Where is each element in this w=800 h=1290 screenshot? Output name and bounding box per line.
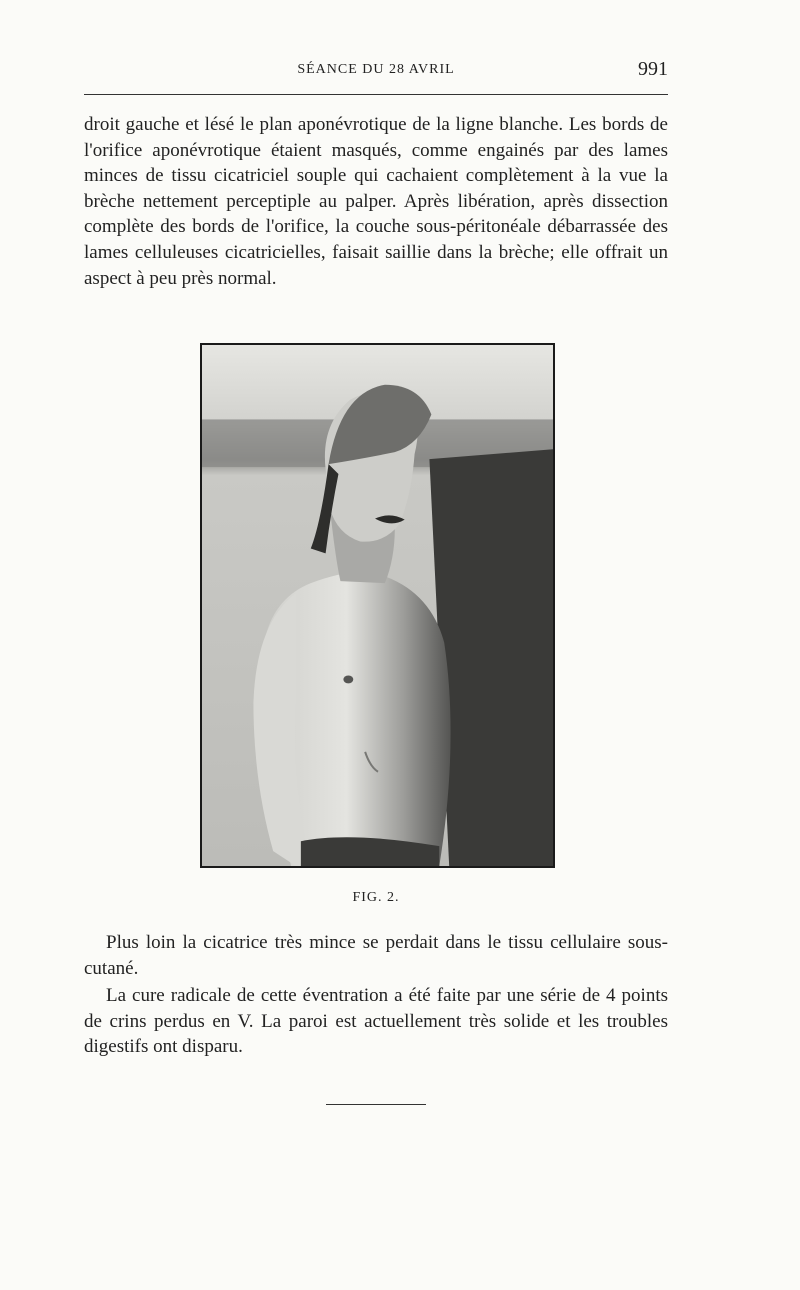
page-header <box>84 56 668 86</box>
header-rule <box>84 94 668 95</box>
photograph-illustration <box>202 345 553 866</box>
page-number: 991 <box>638 58 668 80</box>
paragraph-3: La cure radicale de cette éventration a été faite par une série de 4 points de crins perdus en V. La paroi est actuellement très solide et les troubles digestifs ont disparu. <box>84 985 668 1058</box>
paragraph-1: droit gauche et lésé le plan aponévrotique de la ligne blanche. Les bords de l'orifice aponévrotique étaient masqués, comme engainés par des lames minces de tissu cicatriciel souple qui cachaient complètement à la vue la brèche nettement perceptiple au palper. Après libération, après dissection complète des bords de l'orifice, la couche sous-péritonéale débarrassée des lames celluleuses cicatricielles, faisait saillie dans la brèche; elle offrait un aspect à peu près normal. <box>84 114 668 289</box>
figure-photograph <box>200 343 555 868</box>
figure-caption: FIG. 2. <box>352 890 400 905</box>
closing-rule <box>326 1104 426 1105</box>
paragraph-2: Plus loin la cicatrice très mince se perdait dans le tissu cellulaire sous-cutané. <box>84 932 668 979</box>
running-head: SÉANCE DU 28 AVRIL <box>297 62 455 77</box>
